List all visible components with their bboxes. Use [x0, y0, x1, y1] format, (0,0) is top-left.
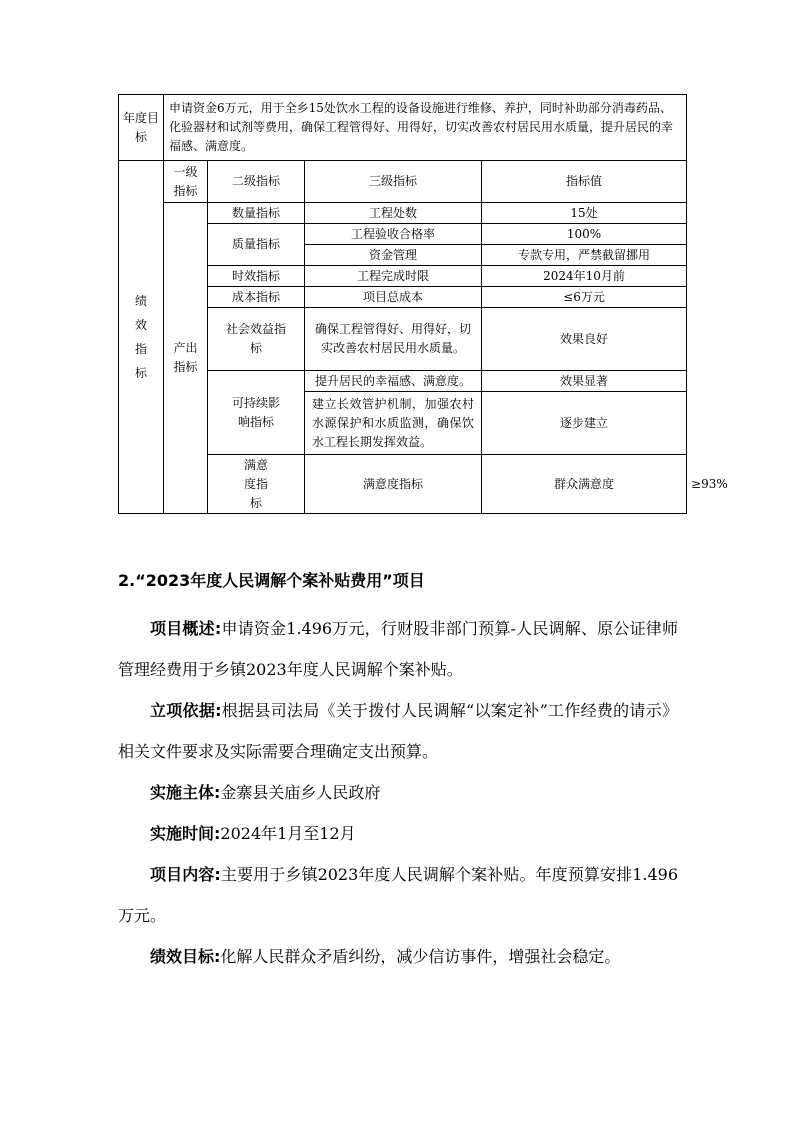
section-heading: 2.“2023年度人民调解个案补贴费用”项目 — [118, 571, 425, 590]
header-level1: 一级指标 — [164, 161, 208, 203]
overview-label: 项目概述: — [150, 619, 222, 638]
subject-text: 金寨县关庙乡人民政府 — [220, 783, 381, 802]
sustain-l2 — [208, 371, 305, 455]
quality-2-l3: 资金管理 — [305, 245, 482, 266]
cost-l3: 项目总成本 — [305, 287, 482, 308]
overview-paragraph — [118, 608, 678, 690]
social-l2 — [208, 308, 305, 371]
content-paragraph — [118, 854, 678, 936]
sustain-1-l3: 提升居民的幸福感、满意度。 — [305, 371, 482, 392]
table-row — [119, 203, 687, 224]
social-l3-text: 确保工程管得好、用得好，切实改善农村居民用水质量。 — [314, 322, 471, 355]
time-value: 2024年10月前 — [482, 266, 687, 287]
social-l2-text: 社会效益指标 — [225, 322, 286, 355]
cost-l2: 成本指标 — [208, 287, 305, 308]
overview-text: 申请资金1.496万元，行财股非部门预算-人民调解、原公证律师管理经费用于乡镇2023年度人民调解个案补贴。 — [118, 619, 678, 679]
sustain-2-l3-text: 建立长效管护机制，加强农村水源保护和水质监测，确保饮水工程长期发挥效益。 — [312, 396, 474, 449]
table-row: 满意度指标 满意度指标 群众满意度 ≥93% — [119, 455, 687, 514]
basis-paragraph — [118, 690, 678, 772]
basis-text: 根据县司法局《关于拨付人民调解“以案定补”工作经费的请示》相关文件要求及实际需要合理确定支出预算。 — [118, 701, 678, 761]
social-l3 — [305, 308, 482, 371]
perf-indicator-label — [119, 161, 164, 514]
header-value: 指标值 — [482, 161, 687, 203]
content-text: 主要用于乡镇2023年度人民调解个案补贴。年度预算安排1.496万元。 — [118, 865, 678, 925]
perf-indicator-label-text: 绩效指标 — [134, 294, 147, 380]
subject-paragraph — [118, 772, 678, 813]
quantity-l3: 工程处数 — [305, 203, 482, 224]
header-level2: 二级指标 — [208, 161, 305, 203]
quantity-value: 15处 — [482, 203, 687, 224]
subject-label: 实施主体: — [150, 783, 221, 802]
quality-1-value: 100% — [482, 224, 687, 245]
satisfaction-l3: 群众满意度 — [482, 455, 687, 514]
output-indicator-label — [164, 203, 208, 514]
sustain-2-value: 逐步建立 — [482, 392, 687, 455]
satisfaction-l2: 满意度指标 — [305, 455, 482, 514]
sustain-2-l3 — [305, 392, 482, 455]
annual-goal-row — [119, 95, 687, 161]
sustain-l2-text: 可持续影响指标 — [231, 395, 280, 429]
header-row — [119, 161, 687, 203]
basis-label: 立项依据: — [150, 701, 222, 720]
time-l3: 工程完成时限 — [305, 266, 482, 287]
cost-value: ≤6万元 — [482, 287, 687, 308]
quantity-l2: 数量指标 — [208, 203, 305, 224]
annual-goal-label: 年度目标 — [119, 95, 164, 161]
output-indicator-text: 产出指标 — [173, 341, 198, 374]
social-value: 效果良好 — [482, 308, 687, 371]
content-label: 项目内容: — [150, 865, 221, 884]
goal-label: 绩效目标: — [150, 947, 221, 966]
goal-paragraph — [118, 936, 678, 977]
time-l2: 时效指标 — [208, 266, 305, 287]
performance-table — [118, 94, 728, 514]
time-label: 实施时间: — [150, 824, 221, 843]
time-text: 2024年1月至12月 — [220, 824, 356, 843]
quality-2-value: 专款专用，严禁截留挪用 — [482, 245, 687, 266]
satisfaction-l1-text: 满意度指标 — [243, 457, 268, 510]
goal-text: 化解人民群众矛盾纠纷，减少信访事件，增强社会稳定。 — [220, 947, 621, 966]
annual-goal-text: 申请资金6万元，用于全乡15处饮水工程的设备设施进行维修、养护，同时补助部分消毒药品、化验器材和试剂等费用，确保工程管得好、用得好，切实改善农村居民用水质量，提升居民的幸福感、满意度。 — [164, 95, 687, 161]
quality-1-l3: 工程验收合格率 — [305, 224, 482, 245]
time-paragraph — [118, 813, 678, 854]
header-level3: 三级指标 — [305, 161, 482, 203]
satisfaction-l1 — [208, 455, 305, 514]
sustain-1-value: 效果显著 — [482, 371, 687, 392]
quality-l2: 质量指标 — [208, 224, 305, 266]
